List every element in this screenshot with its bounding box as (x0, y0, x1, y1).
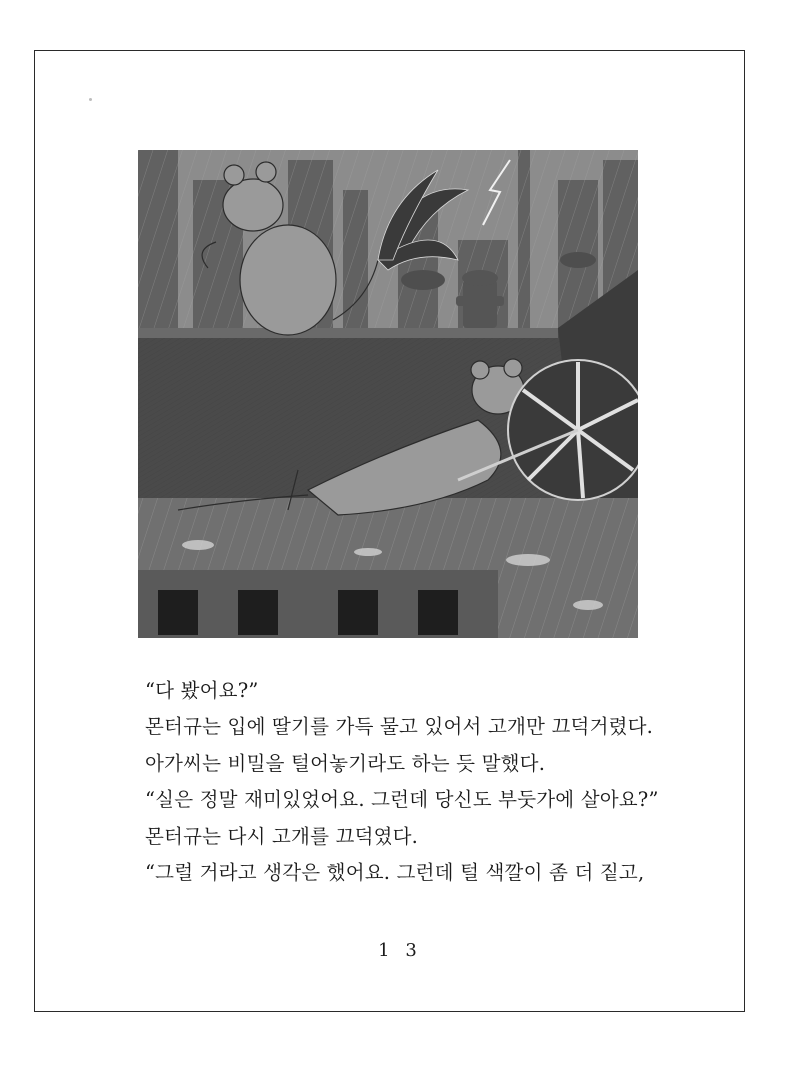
fire-hydrant (456, 270, 504, 328)
paper-speck (89, 98, 92, 101)
story-line-6: “그럴 거라고 생각은 했어요. 그런데 털 색깔이 좀 더 짙고, (145, 861, 645, 885)
story-illustration (138, 150, 638, 638)
story-text (145, 673, 705, 891)
story-line-2: 몬터규는 입에 딸기를 가득 물고 있어서 고개만 끄덕거렸다. (145, 715, 654, 739)
story-line-1: “다 봤어요?” (145, 679, 259, 702)
illustration-drawing (138, 150, 638, 638)
story-line-5: 몬터규는 다시 고개를 끄덕였다. (145, 824, 419, 848)
story-line-3: 아가씨는 비밀을 털어놓기라도 하는 듯 말했다. (145, 751, 546, 775)
page-number: 1 3 (378, 940, 422, 961)
drain-grate (138, 570, 498, 638)
story-line-4: “실은 정말 재미있었어요. 그런데 당신도 부둣가에 살아요?” (145, 788, 659, 812)
